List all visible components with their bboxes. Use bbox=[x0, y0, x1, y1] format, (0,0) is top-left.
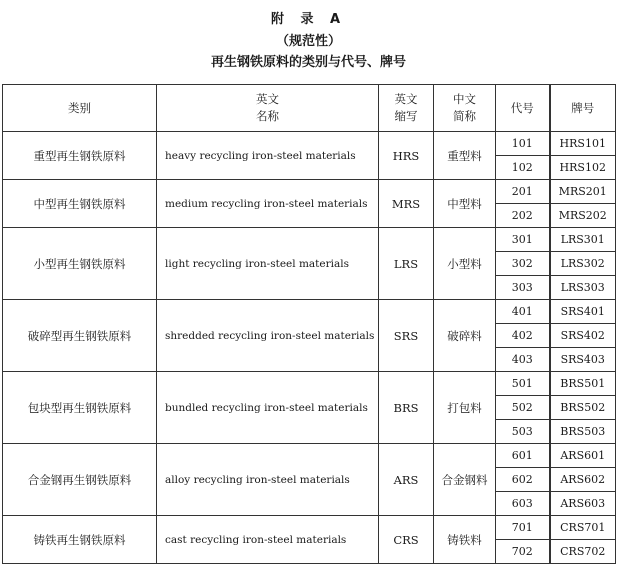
chinese-abbr-cell: 合金钢料 bbox=[434, 444, 496, 516]
chinese-abbr-cell: 铸铁料 bbox=[434, 516, 496, 564]
code-cell: 202 bbox=[496, 204, 550, 228]
english-name-cell: cast recycling iron-steel materials bbox=[157, 516, 379, 564]
table-row bbox=[3, 300, 616, 324]
column-header-english-abbr bbox=[379, 85, 434, 132]
english-abbr-cell: SRS bbox=[379, 300, 434, 372]
code-cell: 302 bbox=[496, 252, 550, 276]
chinese-abbr-cell: 破碎料 bbox=[434, 300, 496, 372]
brand-cell: BRS503 bbox=[550, 420, 616, 444]
category-cell: 小型再生钢铁原料 bbox=[3, 228, 157, 300]
brand-cell: CRS701 bbox=[550, 516, 616, 540]
chinese-abbr-cell: 重型料 bbox=[434, 132, 496, 180]
column-header-category: 类别 bbox=[3, 85, 157, 132]
brand-cell: HRS102 bbox=[550, 156, 616, 180]
english-name-cell: light recycling iron-steel materials bbox=[157, 228, 379, 300]
table-row bbox=[3, 516, 616, 540]
english-abbr-cell: HRS bbox=[379, 132, 434, 180]
brand-cell: HRS101 bbox=[550, 132, 616, 156]
code-cell: 102 bbox=[496, 156, 550, 180]
code-cell: 303 bbox=[496, 276, 550, 300]
table-header-row bbox=[3, 85, 616, 132]
code-cell: 403 bbox=[496, 348, 550, 372]
code-cell: 301 bbox=[496, 228, 550, 252]
material-classification-table bbox=[2, 84, 616, 564]
brand-cell: ARS601 bbox=[550, 444, 616, 468]
code-cell: 501 bbox=[496, 372, 550, 396]
chinese-abbr-cell: 小型料 bbox=[434, 228, 496, 300]
english-abbr-cell: BRS bbox=[379, 372, 434, 444]
table-row bbox=[3, 372, 616, 396]
code-cell: 603 bbox=[496, 492, 550, 516]
english-abbr-cell: LRS bbox=[379, 228, 434, 300]
code-cell: 503 bbox=[496, 420, 550, 444]
brand-cell: MRS201 bbox=[550, 180, 616, 204]
code-cell: 602 bbox=[496, 468, 550, 492]
category-cell: 合金钢再生钢铁原料 bbox=[3, 444, 157, 516]
appendix-heading: 附 录 A bbox=[270, 12, 347, 27]
column-header-brand: 牌号 bbox=[550, 85, 616, 132]
column-header-english-name bbox=[157, 85, 379, 132]
code-cell: 401 bbox=[496, 300, 550, 324]
english-abbr-line2: 缩写 bbox=[394, 109, 418, 123]
brand-cell: BRS502 bbox=[550, 396, 616, 420]
english-abbr-cell: CRS bbox=[379, 516, 434, 564]
table-row bbox=[3, 180, 616, 204]
category-cell: 重型再生钢铁原料 bbox=[3, 132, 157, 180]
category-cell: 破碎型再生钢铁原料 bbox=[3, 300, 157, 372]
category-cell: 铸铁再生钢铁原料 bbox=[3, 516, 157, 564]
chinese-abbr-cell: 中型料 bbox=[434, 180, 496, 228]
code-cell: 702 bbox=[496, 540, 550, 564]
code-cell: 101 bbox=[496, 132, 550, 156]
code-cell: 701 bbox=[496, 516, 550, 540]
english-abbr-line1: 英文 bbox=[394, 92, 418, 106]
brand-cell: BRS501 bbox=[550, 372, 616, 396]
chinese-abbr-line1: 中文 bbox=[453, 92, 476, 106]
brand-cell: ARS603 bbox=[550, 492, 616, 516]
chinese-abbr-cell: 打包料 bbox=[434, 372, 496, 444]
column-header-chinese-abbr bbox=[434, 85, 496, 132]
table-title: 再生钢铁原料的类别与代号、牌号 bbox=[210, 55, 406, 70]
category-cell: 中型再生钢铁原料 bbox=[3, 180, 157, 228]
brand-cell: CRS702 bbox=[550, 540, 616, 564]
chinese-abbr-line2: 简称 bbox=[453, 109, 476, 123]
table-row bbox=[3, 228, 616, 252]
english-abbr-cell: ARS bbox=[379, 444, 434, 516]
table-row bbox=[3, 132, 616, 156]
table-body bbox=[3, 132, 616, 564]
normative-label: （规范性） bbox=[275, 34, 341, 49]
table-row bbox=[3, 444, 616, 468]
brand-cell: LRS303 bbox=[550, 276, 616, 300]
english-abbr-cell: MRS bbox=[379, 180, 434, 228]
english-name-cell: bundled recycling iron-steel materials bbox=[157, 372, 379, 444]
brand-cell: LRS302 bbox=[550, 252, 616, 276]
brand-cell: SRS402 bbox=[550, 324, 616, 348]
category-cell: 包块型再生钢铁原料 bbox=[3, 372, 157, 444]
code-cell: 502 bbox=[496, 396, 550, 420]
code-cell: 201 bbox=[496, 180, 550, 204]
brand-cell: SRS403 bbox=[550, 348, 616, 372]
english-name-line1: 英文 bbox=[256, 92, 279, 106]
brand-cell: ARS602 bbox=[550, 468, 616, 492]
english-name-cell: alloy recycling iron-steel materials bbox=[157, 444, 379, 516]
brand-cell: MRS202 bbox=[550, 204, 616, 228]
english-name-cell: shredded recycling iron-steel materials bbox=[157, 300, 379, 372]
english-name-line2: 名称 bbox=[256, 109, 279, 123]
english-name-cell: heavy recycling iron-steel materials bbox=[157, 132, 379, 180]
column-header-code: 代号 bbox=[496, 85, 550, 132]
brand-cell: SRS401 bbox=[550, 300, 616, 324]
code-cell: 402 bbox=[496, 324, 550, 348]
code-cell: 601 bbox=[496, 444, 550, 468]
english-name-cell: medium recycling iron-steel materials bbox=[157, 180, 379, 228]
brand-cell: LRS301 bbox=[550, 228, 616, 252]
